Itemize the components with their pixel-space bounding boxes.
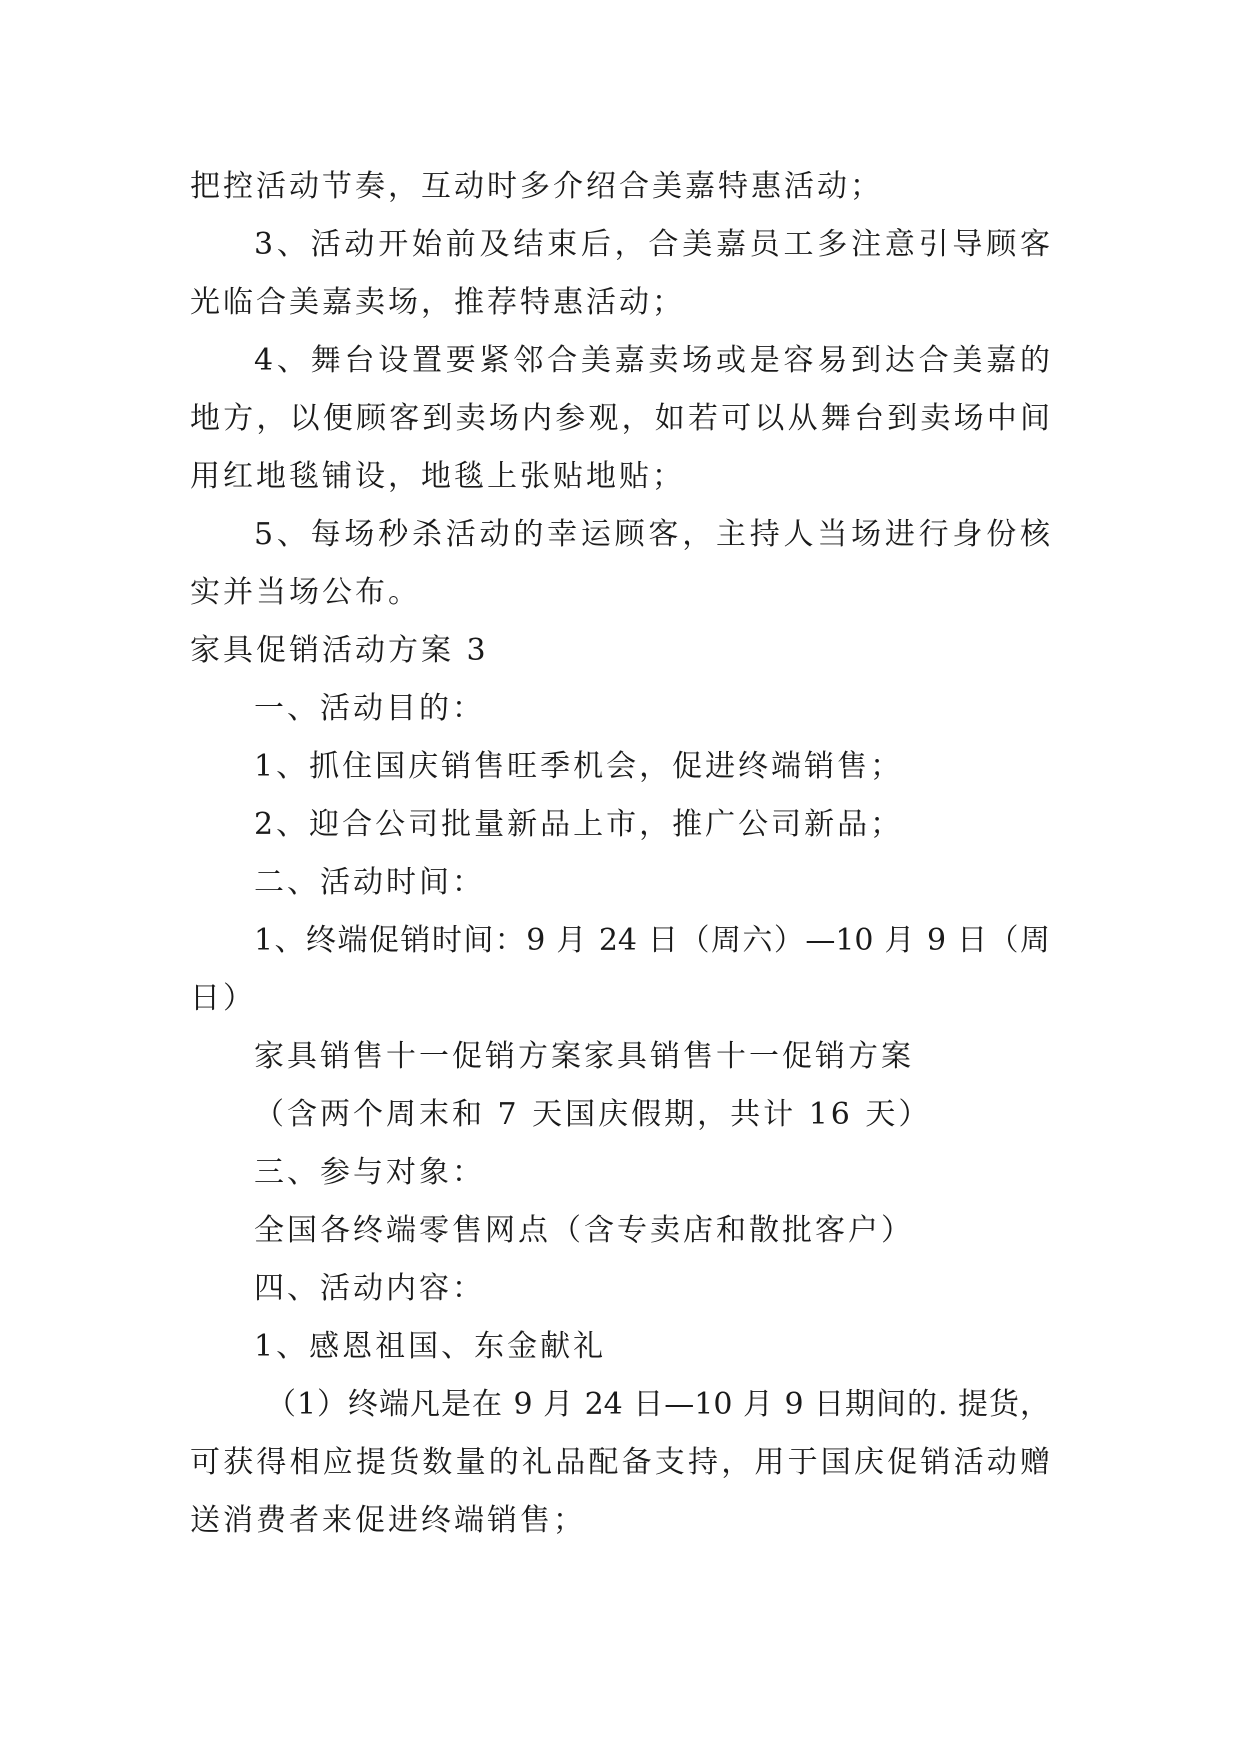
paragraph-line: 实并当场公布。 [190,575,421,610]
paragraph-line: 家具销售十一促销方案家具销售十一促销方案 [254,1039,914,1074]
paragraph-line: （含两个周末和 7 天国庆假期，共计 16 天） [254,1097,932,1132]
paragraph-line: 5、每场秒杀活动的幸运顾客，主持人当场进行身份核 [254,517,1050,552]
paragraph-line: 全国各终端零售网点（含专卖店和散批客户） [254,1213,914,1248]
paragraph-line: 1、抓住国庆销售旺季机会，促进终端销售； [254,749,904,784]
paragraph-line: 1、感恩祖国、东金献礼 [254,1329,607,1364]
paragraph-line: 把控活动节奏，互动时多介绍合美嘉特惠活动； [190,169,883,204]
paragraph-line: 光临合美嘉卖场，推荐特惠活动； [190,285,685,320]
paragraph-line: 二、活动时间： [254,865,485,900]
paragraph-line: 3、活动开始前及结束后，合美嘉员工多注意引导顾客 [254,227,1050,262]
paragraph-line: 送消费者来促进终端销售； [190,1503,586,1538]
paragraph-line: 三、参与对象： [254,1155,485,1190]
paragraph-line: 2、迎合公司批量新品上市，推广公司新品； [254,807,904,842]
paragraph-line: 一、活动目的： [254,691,485,726]
paragraph-line: 1、终端促销时间：9 月 24 日（周六）—10 月 9 日（周 [254,923,1050,958]
paragraph-line: （1）终端凡是在 9 月 24 日—10 月 9 日期间的. 提货， [266,1387,1050,1422]
document-body [190,158,1050,1550]
paragraph-line: 地方，以便顾客到卖场内参观，如若可以从舞台到卖场中间 [190,401,1050,436]
paragraph-line: 日） [190,981,256,1016]
paragraph-line: 可获得相应提货数量的礼品配备支持，用于国庆促销活动赠 [190,1445,1050,1480]
paragraph-line: 用红地毯铺设，地毯上张贴地贴； [190,459,685,494]
paragraph-line: 4、舞台设置要紧邻合美嘉卖场或是容易到达合美嘉的 [254,343,1050,378]
paragraph-line: 四、活动内容： [254,1271,485,1306]
section-heading: 家具促销活动方案 3 [190,633,489,668]
